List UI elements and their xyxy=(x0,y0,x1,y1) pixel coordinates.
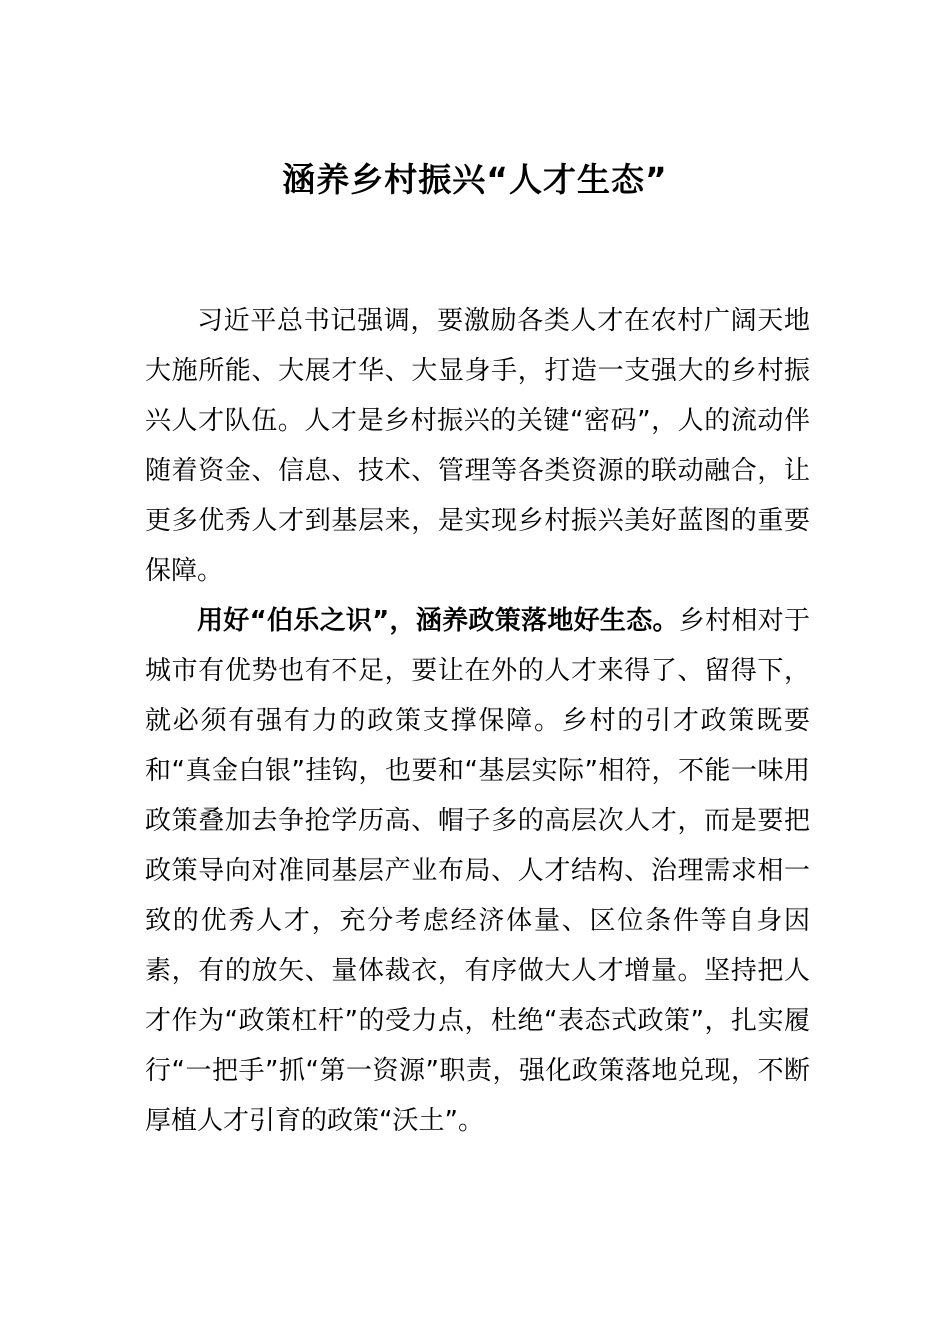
document-body xyxy=(145,296,810,1146)
paragraph-policy xyxy=(145,596,810,1146)
paragraph-intro-text: 习近平总书记强调，要激励各类人才在农村广阔天地大施所能、大展才华、大显身手，打造一支强大的乡村振兴人才队伍。人才是乡村振兴的关键“密码”，人的流动伴随着资金、信息、技术、管理等各类资源的联动融合，让更多优秀人才到基层来，是实现乡村振兴美好蓝图的重要保障。 xyxy=(145,306,810,586)
paragraph-intro xyxy=(145,296,810,596)
document-title: 涵养乡村振兴“人才生态” xyxy=(282,160,668,199)
paragraph-policy-text: 乡村相对于城市有优势也有不足，要让在外的人才来得了、留得下，就必须有强有力的政策支撑保障。乡村的引才政策既要和“真金白银”挂钩，也要和“基层实际”相符，不能一味用政策叠加去争抢学历高、帽子多的高层次人才，而是要把政策导向对准同基层产业布局、人才结构、治理需求相一致的优秀人才，充分考虑经济体量、区位条件等自身因素，有的放矢、量体裁衣，有序做大人才增量。坚持把人才作为“政策杠杆”的受力点，杜绝“表态式政策”，扎实履行“一把手”抓“第一资源”职责，强化政策落地兑现，不断厚植人才引育的政策“沃土”。 xyxy=(145,606,810,1136)
paragraph-policy-lead: 用好“伯乐之识”，涵养政策落地好生态。 xyxy=(197,606,679,636)
